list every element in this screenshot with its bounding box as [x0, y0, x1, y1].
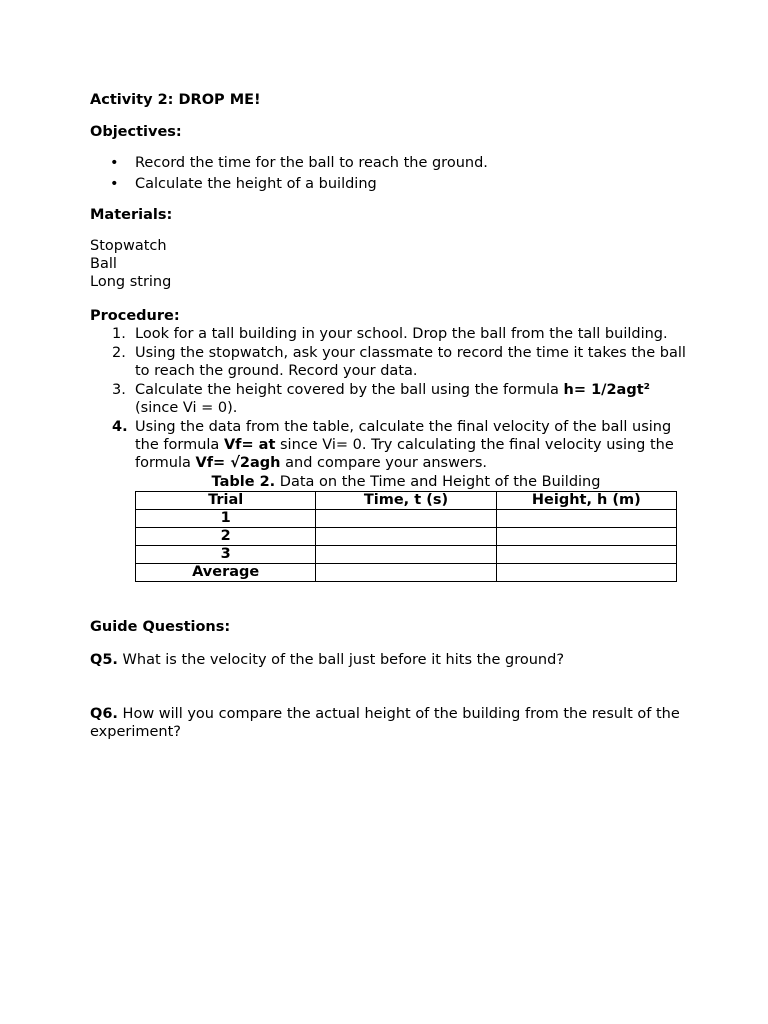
- time-cell[interactable]: [316, 528, 496, 546]
- bullet-icon: •: [110, 155, 119, 171]
- procedure-step: 1. Look for a tall building in your school. Drop the ball from the tall building.: [112, 326, 668, 342]
- col-header-height: Height, h (m): [496, 492, 676, 510]
- height-cell[interactable]: [496, 528, 676, 546]
- trial-cell: Average: [136, 564, 316, 582]
- procedure-step: 3. Calculate the height covered by the ball using the formula h= 1/2agt² (since Vi = 0).: [112, 382, 650, 416]
- document-page: [90, 91, 690, 755]
- materials-list: [90, 237, 690, 291]
- guide-questions: [90, 618, 690, 741]
- bullet-icon: •: [110, 176, 119, 192]
- objectives-heading: Objectives:: [90, 124, 182, 140]
- trial-cell: 2: [136, 528, 316, 546]
- activity-title: Activity 2: DROP ME!: [90, 92, 261, 108]
- materials-heading: Materials:: [90, 207, 173, 223]
- trial-cell: 3: [136, 546, 316, 564]
- table-header-row: [136, 492, 677, 510]
- question-q5: Q5. What is the velocity of the ball just before it hits the ground?: [90, 651, 565, 668]
- data-table: [135, 491, 677, 582]
- material-item: Ball: [90, 256, 117, 272]
- height-formula: h= 1/2agt²: [563, 382, 650, 398]
- table-row: [136, 564, 677, 582]
- objective-item: • Record the time for the ball to reach the ground.: [110, 155, 488, 171]
- trial-cell: 1: [136, 510, 316, 528]
- material-item: Stopwatch: [90, 238, 167, 254]
- table-caption: Table 2. Data on the Time and Height of the Building: [211, 474, 601, 490]
- procedure-list: [90, 325, 690, 472]
- table-row: [136, 546, 677, 564]
- guide-heading: Guide Questions:: [90, 619, 231, 635]
- velocity-formula-a: Vf= at: [223, 437, 276, 453]
- height-cell[interactable]: [496, 564, 676, 582]
- table-row: [136, 528, 677, 546]
- col-header-trial: Trial: [136, 492, 316, 510]
- time-cell[interactable]: [316, 564, 496, 582]
- height-cell[interactable]: [496, 510, 676, 528]
- procedure-heading: Procedure:: [90, 308, 180, 324]
- procedure-step: 2. Using the stopwatch, ask your classmate to record the time it takes the ball to reach the ground. Record your data.: [112, 345, 686, 379]
- objectives-list: [90, 154, 690, 193]
- time-cell[interactable]: [316, 510, 496, 528]
- height-cell[interactable]: [496, 546, 676, 564]
- material-item: Long string: [90, 274, 172, 290]
- procedure-step: 4. Using the data from the table, calculate the final velocity of the ball using the formula Vf= at since Vi= 0. Try calculating the final velocity using the formula Vf= √2agh and compare your answers.: [112, 419, 674, 471]
- objective-item: • Calculate the height of a building: [110, 176, 377, 192]
- col-header-time: Time, t (s): [316, 492, 496, 510]
- velocity-formula-b: Vf= √2agh: [195, 455, 281, 471]
- table-row: [136, 510, 677, 528]
- question-q6: Q6. How will you compare the actual height of the building from the result of the experiment?: [90, 705, 680, 740]
- time-cell[interactable]: [316, 546, 496, 564]
